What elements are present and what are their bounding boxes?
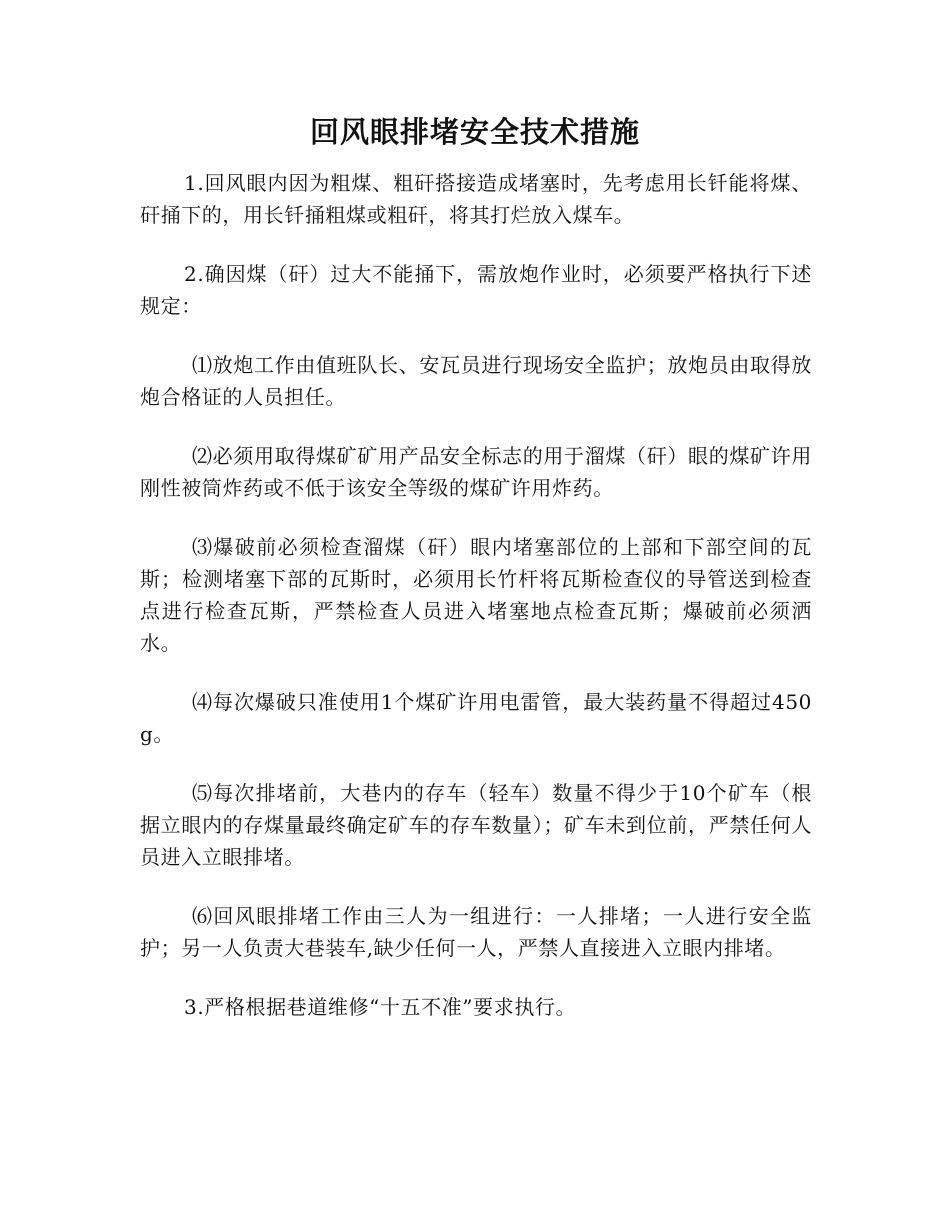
paragraph-2-item-4: ⑷每次爆破只准使用1个煤矿许用电雷管，最大装药量不得超过450g。 [140, 690, 812, 746]
document-title: 回风眼排堵安全技术措施 [309, 115, 640, 149]
document-body [140, 167, 812, 1050]
paragraph-3: 3.严格根据巷道维修“十五不准”要求执行。 [184, 995, 577, 1019]
paragraph-2-item-2: ⑵必须用取得煤矿矿用产品安全标志的用于溜煤（矸）眼的煤矿许用刚性被筒炸药或不低于该安全等级的煤矿许用炸药。 [140, 444, 812, 500]
paragraph-2: 2.确因煤（矸）过大不能捅下，需放炮作业时，必须要严格执行下述规定： [140, 262, 812, 318]
paragraph-2-item-6: ⑹回风眼排堵工作由三人为一组进行：一人排堵；一人进行安全监护；另一人负责大巷装车,缺少任何一人，严禁人直接进入立眼内排堵。 [140, 904, 812, 960]
paragraph-2-item-5: ⑸每次排堵前，大巷内的存车（轻车）数量不得少于10个矿车（根据立眼内的存煤量最终确定矿车的存车数量）；矿车未到位前，严禁任何人员进入立眼排堵。 [140, 781, 812, 869]
paragraph-2-item-1: ⑴放炮工作由值班队长、安瓦员进行现场安全监护；放炮员由取得放炮合格证的人员担任。 [140, 353, 812, 409]
paragraph-2-item-3: ⑶爆破前必须检查溜煤（矸）眼内堵塞部位的上部和下部空间的瓦斯；检测堵塞下部的瓦斯时，必须用长竹杆将瓦斯检查仪的导管送到检查点进行检查瓦斯，严禁检查人员进入堵塞地点检查瓦斯；爆破前必须洒水。 [140, 535, 812, 655]
paragraph-1: 1.回风眼内因为粗煤、粗矸搭接造成堵塞时，先考虑用长钎能将煤、矸捅下的，用长钎捅粗煤或粗矸，将其打烂放入煤车。 [140, 171, 812, 227]
